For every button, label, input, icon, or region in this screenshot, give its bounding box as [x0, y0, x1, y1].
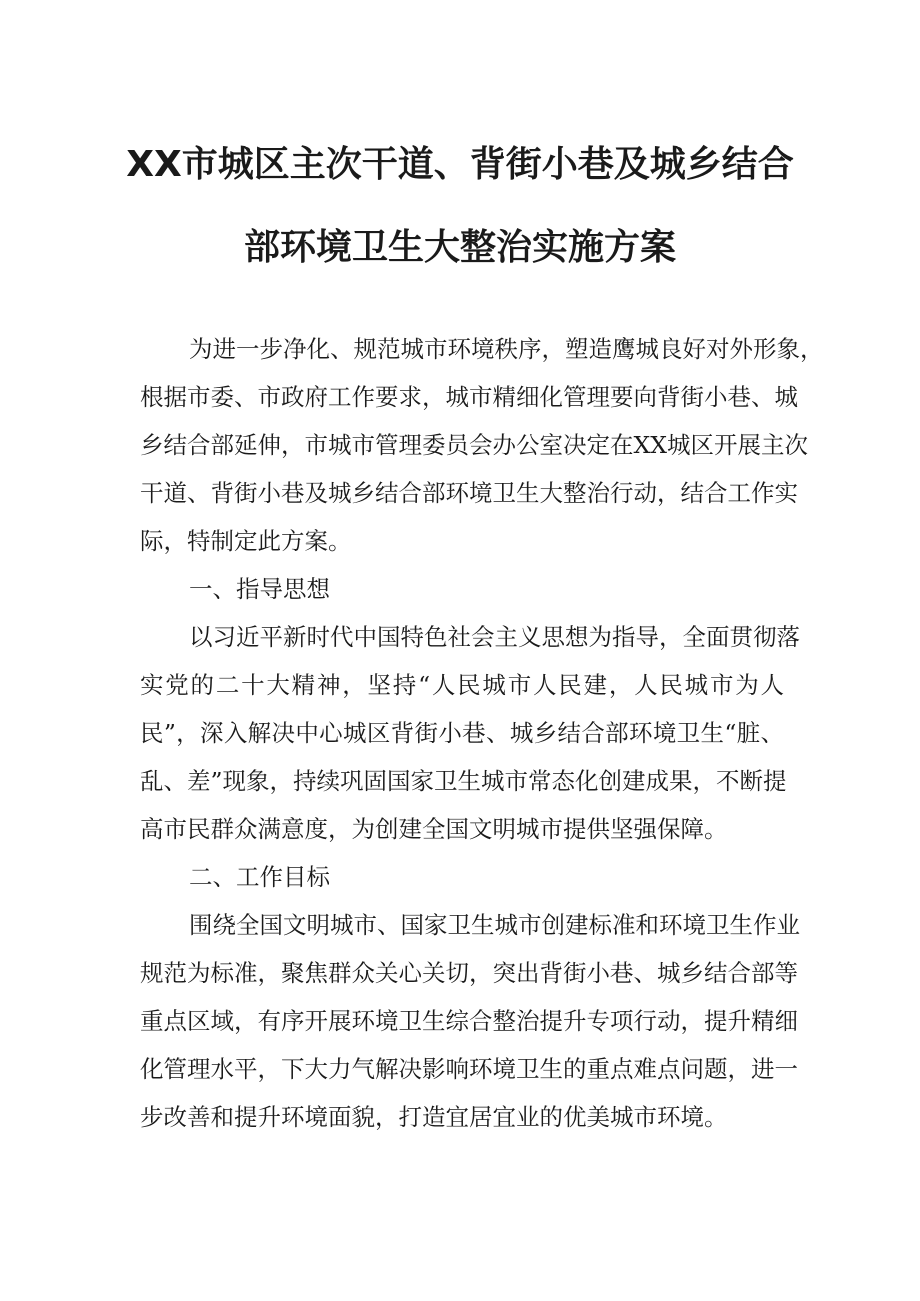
intro-line-4: 干道、背街小巷及城乡结合部环境卫生大整治行动，结合工作实 — [140, 479, 798, 507]
section-heading-guiding-ideology: 一、指导思想 — [189, 575, 330, 603]
section1-line-1: 以习近平新时代中国特色社会主义思想为指导，全面贯彻落 — [189, 623, 800, 651]
section2-line-3: 重点区域，有序开展环境卫生综合整治提升专项行动，提升精细 — [140, 1007, 798, 1035]
section1-line-3: 民”，深入解决中心城区背街小巷、城乡结合部环境卫生“脏、 — [140, 719, 784, 747]
section2-line-2: 规范为标准，聚焦群众关心关切，突出背街小巷、城乡结合部等 — [140, 959, 798, 987]
section2-line-5: 步改善和提升环境面貌，打造宜居宜业的优美城市环境。 — [140, 1103, 728, 1131]
section2-line-1: 围绕全国文明城市、国家卫生城市创建标准和环境卫生作业 — [189, 911, 800, 939]
intro-line-5: 际，特制定此方案。 — [140, 527, 352, 555]
intro-line-3: 乡结合部延伸，市城市管理委员会办公室决定在XX城区开展主次 — [140, 431, 808, 459]
section2-line-4: 化管理水平，下大力气解决影响环境卫生的重点难点问题，进一 — [140, 1055, 798, 1083]
intro-line-2: 根据市委、市政府工作要求，城市精细化管理要向背街小巷、城 — [140, 383, 798, 411]
section1-line-2: 实党的二十大精神，坚持“人民城市人民建，人民城市为人 — [140, 671, 784, 699]
document-title-line-2: 部环境卫生大整治实施方案 — [243, 227, 676, 268]
section1-line-4: 乱、差”现象，持续巩固国家卫生城市常态化创建成果，不断提 — [140, 767, 787, 795]
intro-line-1: 为进一步净化、规范城市环境秩序，塑造鹰城良好对外形象， — [189, 335, 824, 363]
section1-line-5: 高市民群众满意度，为创建全国文明城市提供坚强保障。 — [140, 815, 728, 843]
document-title-line-1: XX市城区主次干道、背街小巷及城乡结合 — [126, 144, 794, 185]
section-heading-work-goals: 二、工作目标 — [189, 863, 330, 891]
